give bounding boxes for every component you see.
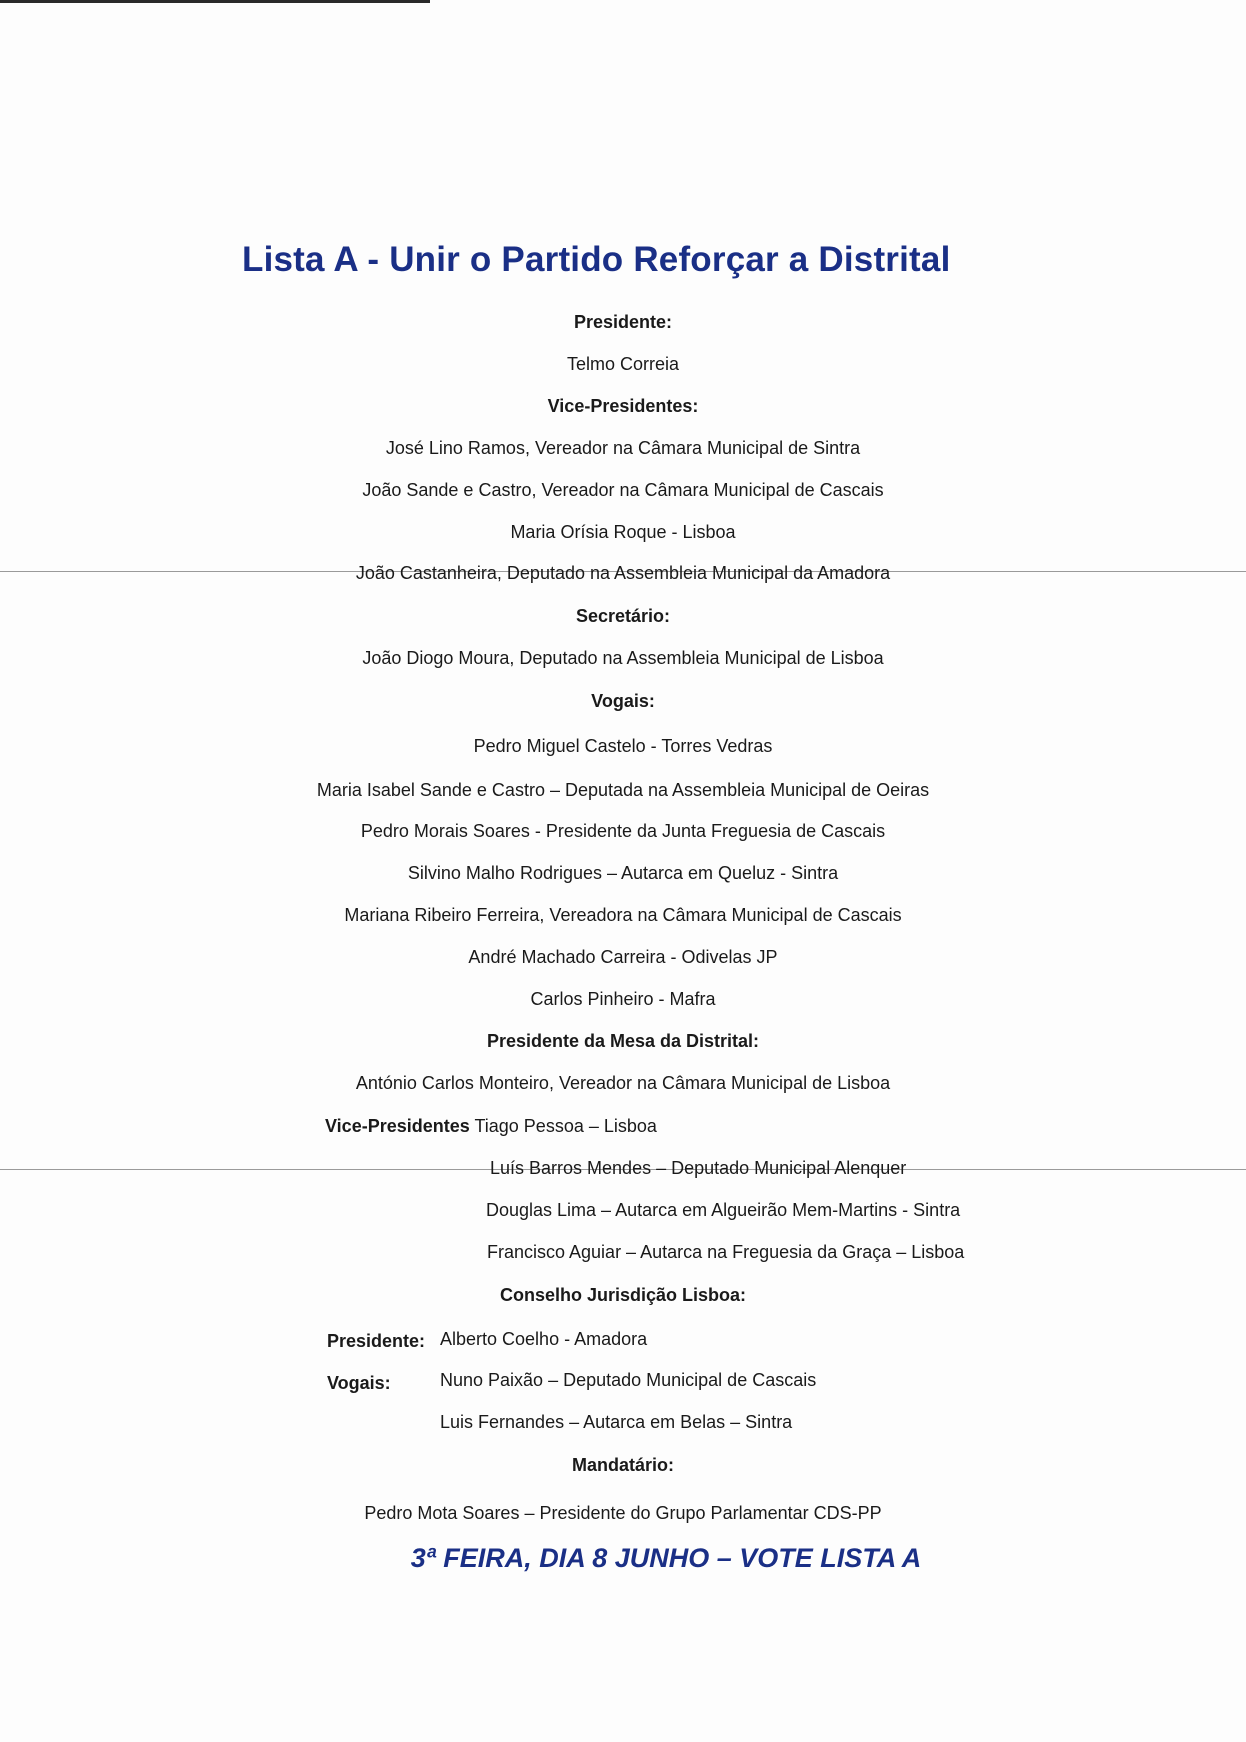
vogal-item: André Machado Carreira - Odivelas JP	[468, 947, 778, 967]
vogal-item: Carlos Pinheiro - Mafra	[530, 989, 716, 1009]
conselho-heading: Conselho Jurisdição Lisboa:	[499, 1285, 747, 1305]
mesa-vice-label: Vice-Presidentes	[325, 1116, 470, 1136]
conselho-presidente: Alberto Coelho - Amadora	[440, 1329, 648, 1349]
secretario-name: João Diogo Moura, Deputado na Assembleia Municipal de Lisboa	[362, 648, 884, 668]
mesa-vice-row	[325, 1116, 657, 1137]
mesa-vice-item: Luís Barros Mendes – Deputado Municipal Alenquer	[490, 1158, 907, 1178]
mesa-distrital-heading: Presidente da Mesa da Distrital:	[486, 1031, 760, 1051]
vogal-item: Maria Isabel Sande e Castro – Deputada na Assembleia Municipal de Oeiras	[316, 780, 930, 800]
vice-presidente-item: Maria Orísia Roque - Lisboa	[510, 522, 736, 542]
conselho-vogal-item: Nuno Paixão – Deputado Municipal de Cascais	[440, 1370, 817, 1390]
vogal-item: Silvino Malho Rodrigues – Autarca em Queluz - Sintra	[407, 863, 839, 883]
vice-presidente-item: José Lino Ramos, Vereador na Câmara Municipal de Sintra	[385, 438, 861, 458]
scan-edge-line	[0, 0, 430, 3]
mandatario-name: Pedro Mota Soares – Presidente do Grupo Parlamentar CDS-PP	[364, 1503, 882, 1523]
secretario-heading: Secretário:	[575, 606, 671, 626]
mesa-presidente: António Carlos Monteiro, Vereador na Câmara Municipal de Lisboa	[355, 1073, 891, 1093]
vote-slogan: 3ª FEIRA, DIA 8 JUNHO – VOTE LISTA A	[410, 1543, 922, 1573]
mesa-vice-item: Tiago Pessoa – Lisboa	[474, 1116, 657, 1136]
conselho-vogais-label: Vogais:	[327, 1373, 391, 1393]
vogal-item: Pedro Morais Soares - Presidente da Junta Freguesia de Cascais	[360, 821, 886, 841]
vice-presidente-item: João Castanheira, Deputado na Assembleia Municipal da Amadora	[355, 563, 891, 583]
mesa-vice-item: Francisco Aguiar – Autarca na Freguesia da Graça – Lisboa	[487, 1242, 965, 1262]
vogal-item: Mariana Ribeiro Ferreira, Vereadora na Câmara Municipal de Cascais	[344, 905, 902, 925]
mandatario-heading: Mandatário:	[571, 1455, 674, 1475]
presidente-name: Telmo Correia	[566, 354, 680, 374]
mesa-vice-item: Douglas Lima – Autarca em Algueirão Mem-Martins - Sintra	[486, 1200, 961, 1220]
vice-presidente-item: João Sande e Castro, Vereador na Câmara Municipal de Cascais	[362, 480, 884, 500]
vogais-heading: Vogais:	[591, 691, 655, 711]
page-title: Lista A - Unir o Partido Reforçar a Distrital	[242, 240, 951, 279]
conselho-presidente-label: Presidente:	[327, 1331, 426, 1351]
vogal-item: Pedro Miguel Castelo - Torres Vedras	[473, 736, 773, 756]
vice-presidentes-heading: Vice-Presidentes:	[547, 396, 699, 416]
presidente-heading: Presidente:	[573, 312, 673, 332]
conselho-vogal-item: Luis Fernandes – Autarca em Belas – Sintra	[440, 1412, 793, 1432]
